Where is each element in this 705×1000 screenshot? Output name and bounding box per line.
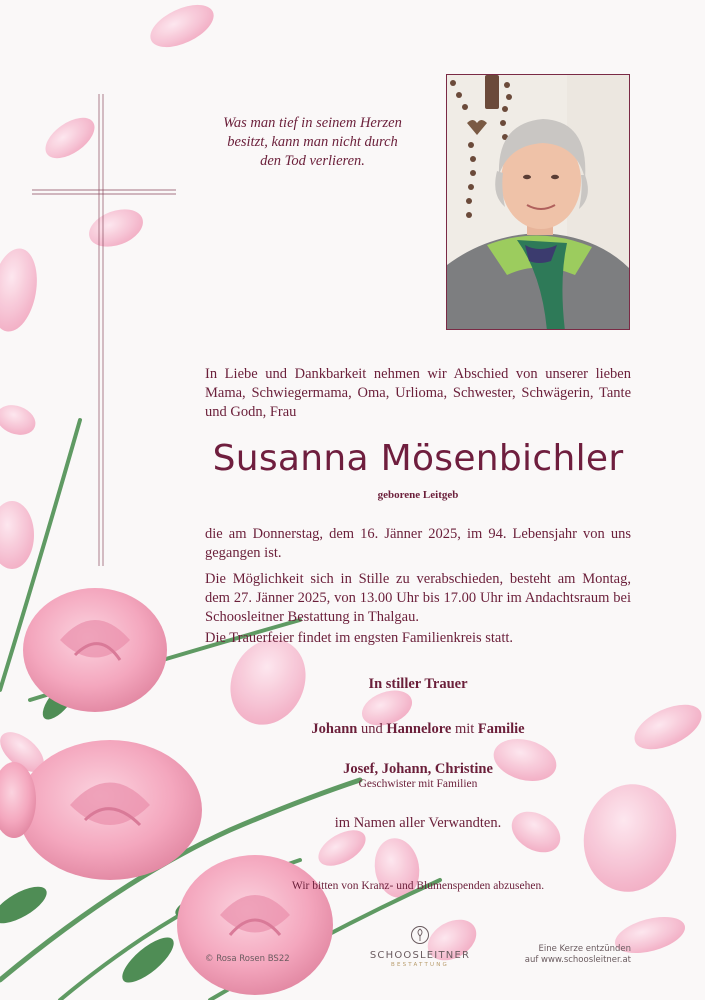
quote-line: besitzt, kann man nicht durch <box>227 134 398 150</box>
flowers-note: Wir bitten von Kranz- und Blumenspenden abzusehen. <box>291 880 545 892</box>
cross-icon <box>32 94 176 566</box>
rose-logo-icon <box>410 925 430 945</box>
portrait-photo <box>446 74 630 330</box>
rose-top <box>23 588 167 712</box>
siblings-note: Geschwister mit Familien <box>358 778 478 790</box>
candle-link[interactable] <box>500 944 631 966</box>
deceased-name: Susanna Mösenbichler <box>212 438 624 479</box>
company-logo <box>360 925 480 968</box>
farewell-notice: Die Möglichkeit sich in Stille zu verabschieden, besteht am Montag, dem 27. Jänner 2025, von 13.00 Uhr bis 17.00 Uhr im Andachtsraum bei Schoosleitner Bestattung in Thalgau. <box>205 571 631 625</box>
relatives-line: im Namen aller Verwandten. <box>334 815 502 831</box>
quote-line: den Tod verlieren. <box>260 153 365 169</box>
rose-bottom <box>177 855 333 995</box>
family-connector: und <box>357 721 387 737</box>
family-member: Hannelore <box>386 721 452 737</box>
siblings-names: Josef, Johann, Christine <box>343 761 493 777</box>
family-member: Familie <box>477 721 525 737</box>
family-member: Johann <box>311 721 358 737</box>
rose-middle <box>18 740 202 880</box>
intro-text: In Liebe und Dankbarkeit nehmen wir Abschied von unserer lieben Mama, Schwiegermama, Oma, Urlioma, Schwester, Schwägerin, Tante und Godn, Frau <box>205 366 631 420</box>
image-credit: © Rosa Rosen BS22 <box>205 954 290 964</box>
funeral-notice: Die Trauerfeier findet im engsten Familienkreis statt. <box>205 630 514 646</box>
logo-name: SCHOOSLEITNER <box>369 950 471 961</box>
death-notice: die am Donnerstag, dem 16. Jänner 2025, im 94. Lebensjahr von uns gegangen ist. <box>205 526 631 561</box>
portrait-image <box>447 75 630 330</box>
maiden-name: geborene Leitgeb <box>377 489 459 501</box>
memorial-quote <box>205 114 420 171</box>
quote-line: Was man tief in seinem Herzen <box>223 115 402 131</box>
family-line <box>205 721 631 738</box>
family-connector: mit <box>451 721 478 737</box>
mourning-heading: In stiller Trauer <box>368 676 468 692</box>
logo-subtitle: BESTATTUNG <box>390 962 450 968</box>
candle-text: Eine Kerze entzünden <box>538 944 631 954</box>
candle-url[interactable]: auf www.schoosleitner.at <box>524 955 631 965</box>
